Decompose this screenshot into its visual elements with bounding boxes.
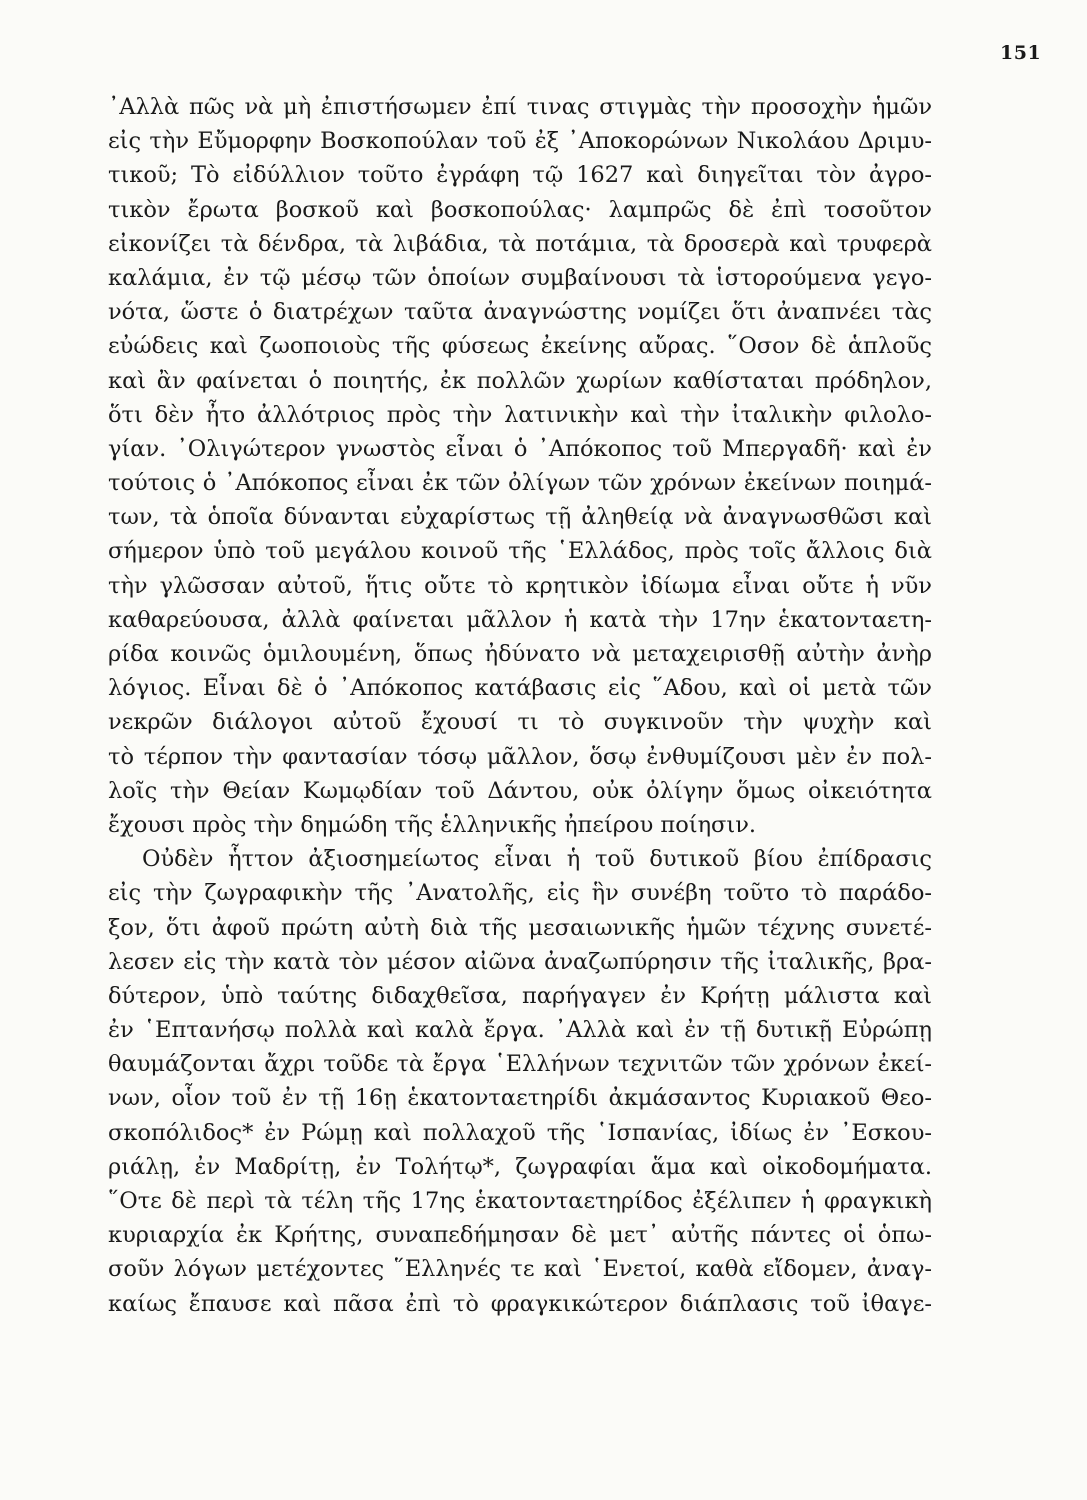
text-line: σοῦν λόγων μετέχοντες ῞Ελληνές τε καὶ ῾Ενετοί, καθὰ εἴδομεν, ἀναγ- xyxy=(108,1256,932,1283)
text-line: των, τὰ ὁποῖα δύνανται εὐχαρίστως τῇ ἀληθείᾳ νὰ ἀναγνωσθῶσι καὶ xyxy=(108,504,932,531)
text-line: ᾿Αλλὰ πῶς νὰ μὴ ἐπιστήσωμεν ἐπί τινας στιγμὰς τὴν προσοχὴν ἡμῶν xyxy=(108,94,932,120)
text-line: ρίδα κοινῶς ὁμιλουμένη, ὅπως ἠδύνατο νὰ μεταχειρισθῇ αὐτὴν ἀνὴρ xyxy=(108,641,932,667)
text-line: νεκρῶν διάλογοι αὐτοῦ ἔχουσί τι τὸ συγκινοῦν τὴν ψυχὴν καὶ xyxy=(108,709,932,736)
text-line: ἐν ῾Επτανήσῳ πολλὰ καὶ καλὰ ἔργα. ᾿Αλλὰ καὶ ἐν τῇ δυτικῇ Εὐρώπῃ xyxy=(108,1017,932,1044)
text-line: ξον, ὅτι ἀφοῦ πρώτη αὐτὴ διὰ τῆς μεσαιωνικῆς ἡμῶν τέχνης συνετέ- xyxy=(108,914,932,941)
text-line: νων, οἷον τοῦ ἐν τῇ 16ῃ ἑκατονταετηρίδι ἀκμάσαντος Κυριακοῦ Θεο- xyxy=(108,1085,932,1112)
text-line: θαυμάζονται ἄχρι τοῦδε τὰ ἔργα ῾Ελλήνων τεχνιτῶν τῶν χρόνων ἐκεί- xyxy=(108,1051,932,1078)
text-line: δύτερον, ὑπὸ ταύτης διδαχθεῖσα, παρήγαγεν ἐν Κρήτῃ μάλιστα καὶ xyxy=(108,982,932,1009)
text-line: γίαν. ᾿Ολιγώτερον γνωστὸς εἶναι ὁ ᾿Απόκοπος τοῦ Μπεργαδῆ· καὶ ἐν xyxy=(108,435,932,462)
text-line: σκοπόλιδος* ἐν Ρώμῃ καὶ πολλαχοῦ τῆς ῾Ισπανίας, ἰδίως ἐν ᾿Εσκου- xyxy=(108,1119,932,1146)
text-line: καὶ ἂν φαίνεται ὁ ποιητής, ἐκ πολλῶν χωρίων καθίσταται πρόδηλον, xyxy=(108,367,932,394)
text-line: τούτοις ὁ ᾿Απόκοπος εἶναι ἐκ τῶν ὀλίγων τῶν χρόνων ἐκείνων ποιημά- xyxy=(108,470,932,497)
text-line: νότα, ὥστε ὁ διατρέχων ταῦτα ἀναγνώστης νομίζει ὅτι ἀναπνέει τὰς xyxy=(108,299,932,326)
text-line: ὅτι δὲν ἦτο ἀλλότριος πρὸς τὴν λατινικὴν καὶ τὴν ἰταλικὴν φιλολο- xyxy=(108,401,932,428)
text-line: εὐώδεις καὶ ζωοποιοὺς τῆς φύσεως ἐκείνης αὔρας. ῞Οσον δὲ ἁπλοῦς xyxy=(108,333,932,360)
text-line: εἰς τὴν Εὔμορφην Βοσκοπούλαν τοῦ ἐξ ᾿Αποκορώνων Νικολάου Δριμυ- xyxy=(108,128,932,155)
text-line: ἔχουσι πρὸς τὴν δημώδη τῆς ἑλληνικῆς ἠπείρου ποίησιν. xyxy=(108,811,757,838)
text-line: ῞Οτε δὲ περὶ τὰ τέλη τῆς 17ης ἑκατονταετηρίδος ἐξέλιπεν ἡ φραγκικὴ xyxy=(108,1188,932,1214)
text-line: καλάμια, ἐν τῷ μέσῳ τῶν ὁποίων συμβαίνουσι τὰ ἱστορούμενα γεγο- xyxy=(108,264,932,291)
text-line: εἰκονίζει τὰ δένδρα, τὰ λιβάδια, τὰ ποτάμια, τὰ δροσερὰ καὶ τρυφερὰ xyxy=(108,230,932,257)
text-line: τικοῦ; Τὸ εἰδύλλιον τοῦτο ἐγράφη τῷ 1627 καὶ διηγεῖται τὸν ἀγρο- xyxy=(108,162,932,189)
text-line: λόγιος. Εἶναι δὲ ὁ ᾿Απόκοπος κατάβασις εἰς ῞Αδου, καὶ οἱ μετὰ τῶν xyxy=(108,675,932,702)
text-line: Οὐδὲν ἧττον ἀξιοσημείωτος εἶναι ἡ τοῦ δυτικοῦ βίου ἐπίδρασις xyxy=(142,846,932,873)
text-line: καίως ἔπαυσε καὶ πᾶσα ἐπὶ τὸ φραγκικώτερον διάπλασις τοῦ ἰθαγε- xyxy=(108,1290,932,1317)
text-line: εἰς τὴν ζωγραφικὴν τῆς ᾿Ανατολῆς, εἰς ἣν συνέβη τοῦτο τὸ παράδο- xyxy=(108,880,932,907)
text-line: σήμερον ὑπὸ τοῦ μεγάλου κοινοῦ τῆς ῾Ελλάδος, πρὸς τοῖς ἄλλοις διὰ xyxy=(108,538,932,565)
text-line: καθαρεύουσα, ἀλλὰ φαίνεται μᾶλλον ἡ κατὰ τὴν 17ην ἑκατονταετη- xyxy=(108,606,932,633)
text-line: λεσεν εἰς τὴν κατὰ τὸν μέσον αἰῶνα ἀναζωπύρησιν τῆς ἰταλικῆς, βρα- xyxy=(108,948,932,975)
text-line: τικὸν ἔρωτα βοσκοῦ καὶ βοσκοπούλας· λαμπρῶς δὲ ἐπὶ τοσοῦτον xyxy=(108,196,932,223)
page-number: 151 xyxy=(1000,42,1042,64)
text-line: τὴν γλῶσσαν αὐτοῦ, ἥτις οὔτε τὸ κρητικὸν ἰδίωμα εἶναι οὔτε ἡ νῦν xyxy=(108,572,932,599)
text-line: λοῖς τὴν Θείαν Κωμῳδίαν τοῦ Δάντου, οὐκ ὀλίγην ὅμως οἰκειότητα xyxy=(108,777,932,804)
body-text xyxy=(108,90,932,1321)
text-line: κυριαρχία ἐκ Κρήτης, συναπεδήμησαν δὲ μετ᾿ αὐτῆς πάντες οἱ ὁπω- xyxy=(108,1222,932,1249)
text-line: τὸ τέρπον τὴν φαντασίαν τόσῳ μᾶλλον, ὅσῳ ἐνθυμίζουσι μὲν ἐν πολ- xyxy=(108,743,932,770)
text-line: ριάλῃ, ἐν Μαδρίτῃ, ἐν Τολήτῳ*, ζωγραφίαι ἅμα καὶ οἰκοδομήματα. xyxy=(108,1153,932,1180)
